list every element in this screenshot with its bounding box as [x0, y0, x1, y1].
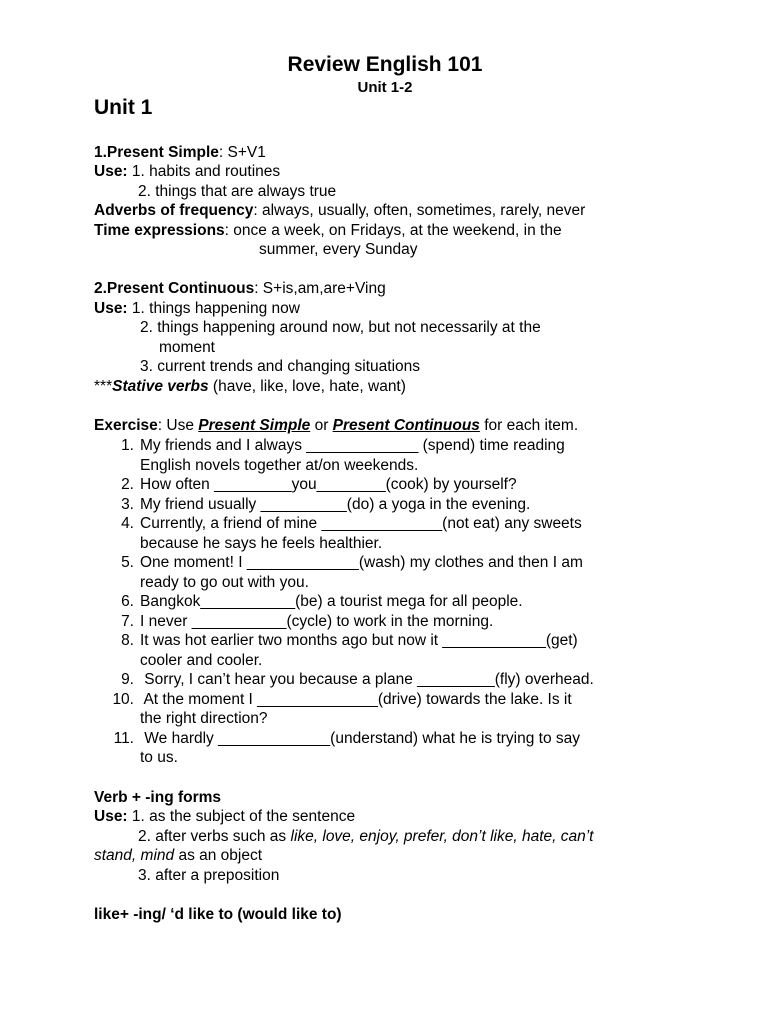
present-continuous-heading: 2.Present Continuous — [94, 280, 255, 297]
exercise-item-number: 5. — [121, 554, 134, 571]
exercise-item-continuation: ready to go out with you. — [140, 573, 309, 591]
time-label: Time expressions — [94, 222, 225, 239]
present-simple-formula: : S+V1 — [218, 144, 266, 161]
exercise-item-continuation: to us. — [140, 749, 178, 766]
ing-forms-heading: Verb + -ing forms — [94, 789, 222, 806]
exercise-item-continuation: because he says he feels healthier. — [140, 534, 383, 552]
use-item: 1. things happening now — [127, 300, 300, 317]
use-item: 1. as the subject of the sentence — [127, 808, 356, 825]
exercise-item-number: 10. — [112, 690, 134, 708]
exercise-item-number: 2. — [121, 476, 134, 493]
exercise-item — [109, 514, 582, 534]
exercise-item-text: We hardly _____________(understand) what he is trying to say — [140, 729, 581, 747]
time-text: : once a week, on Fridays, at the weekend, in the — [224, 222, 562, 239]
exercise-item-text: One moment! I _____________(wash) my clothes and then I am — [140, 554, 583, 571]
use-2-suffix: as an object — [174, 847, 263, 864]
document-subtitle: Unit 1-2 — [357, 79, 413, 96]
exercise-item — [109, 436, 565, 456]
term-present-simple: Present Simple — [198, 417, 311, 434]
adverbs-text: : always, usually, often, sometimes, rarely, never — [253, 202, 586, 219]
exercise-item-text: At the moment I ______________(drive) towards the lake. Is it — [140, 690, 572, 708]
present-continuous-use-2-cont: moment — [159, 339, 215, 356]
exercise-item — [109, 592, 523, 612]
ing-forms-use-2-cont — [94, 846, 262, 866]
exercise-item-text: My friend usually __________(do) a yoga in the evening. — [140, 495, 531, 513]
use-2-verbs-cont: stand, mind — [94, 847, 175, 864]
exercise-or: or — [310, 417, 333, 434]
exercise-item-number: 6. — [121, 593, 134, 610]
time-expressions-cont: summer, every Sunday — [259, 241, 418, 258]
unit-heading: Unit 1 — [94, 96, 153, 119]
present-simple-heading-line — [94, 143, 266, 163]
exercise-item-text: It was hot earlier two months ago but now it ____________(get) — [140, 632, 578, 649]
stative-text: (have, like, love, hate, want) — [208, 378, 406, 395]
exercise-item-continuation: cooler and cooler. — [140, 651, 263, 669]
present-simple-heading: 1.Present Simple — [94, 144, 219, 161]
document-title: Review English 101 — [287, 53, 483, 76]
exercise-item-number: 4. — [121, 515, 134, 532]
exercise-item-number: 8. — [121, 632, 134, 649]
present-simple-use-1 — [94, 162, 280, 182]
exercise-item-number: 11. — [113, 729, 134, 747]
exercise-instruction — [94, 416, 578, 436]
use-label: Use: — [94, 163, 128, 180]
exercise-item-continuation: English novels together at/on weekends. — [140, 456, 419, 474]
exercise-suffix: for each item. — [479, 417, 579, 434]
present-continuous-formula: : S+is,am,are+Ving — [254, 280, 386, 297]
like-heading: like+ -ing/ ‘d like to (would like to) — [94, 906, 342, 923]
exercise-item-number: 7. — [121, 612, 134, 630]
adverbs-of-frequency — [94, 201, 585, 221]
present-continuous-heading-line — [94, 279, 386, 299]
exercise-item — [109, 475, 517, 495]
exercise-item-text: My friends and I always _____________ (spend) time reading — [140, 437, 565, 454]
exercise-item-number: 1. — [121, 437, 134, 454]
exercise-item — [109, 729, 580, 749]
exercise-item — [109, 495, 530, 515]
use-2-verbs: like, love, enjoy, prefer, don’t like, hate, can’t — [290, 828, 594, 845]
stative-verbs-note — [94, 377, 406, 397]
adverbs-label: Adverbs of frequency — [94, 202, 254, 219]
ing-forms-use-2 — [138, 827, 594, 847]
exercise-item — [109, 631, 578, 651]
use-2-prefix: 2. after verbs such as — [138, 828, 291, 845]
exercise-item-number: 9. — [121, 671, 134, 688]
exercise-item — [109, 690, 572, 710]
present-continuous-use-1 — [94, 299, 300, 319]
exercise-item-text: Sorry, I can’t hear you because a plane _________(fly) overhead. — [140, 671, 594, 688]
exercise-item — [109, 670, 594, 690]
use-item: 1. habits and routines — [127, 163, 281, 180]
exercise-item-text: Bangkok___________(be) a tourist mega for all people. — [140, 593, 523, 610]
present-simple-use-2: 2. things that are always true — [138, 183, 337, 200]
exercise-item — [109, 612, 493, 632]
exercise-label: Exercise — [94, 417, 158, 434]
present-continuous-use-2: 2. things happening around now, but not necessarily at the — [140, 319, 541, 336]
stative-prefix: *** — [94, 378, 113, 395]
exercise-item-text: How often _________you________(cook) by yourself? — [140, 476, 517, 493]
exercise-item — [109, 553, 583, 573]
present-continuous-use-3: 3. current trends and changing situations — [140, 358, 421, 375]
stative-label: Stative verbs — [112, 378, 209, 395]
use-label: Use: — [94, 300, 128, 317]
exercise-intro: : Use — [157, 417, 199, 434]
use-label: Use: — [94, 808, 128, 825]
time-expressions — [94, 221, 562, 241]
exercise-item-text: I never ___________(cycle) to work in the morning. — [140, 612, 494, 630]
exercise-item-continuation: the right direction? — [140, 710, 268, 727]
exercise-item-number: 3. — [121, 495, 134, 513]
ing-forms-use-3: 3. after a preposition — [138, 867, 280, 884]
ing-forms-use-1 — [94, 807, 355, 827]
exercise-item-text: Currently, a friend of mine ______________(not eat) any sweets — [140, 515, 582, 532]
term-present-continuous: Present Continuous — [332, 417, 480, 434]
